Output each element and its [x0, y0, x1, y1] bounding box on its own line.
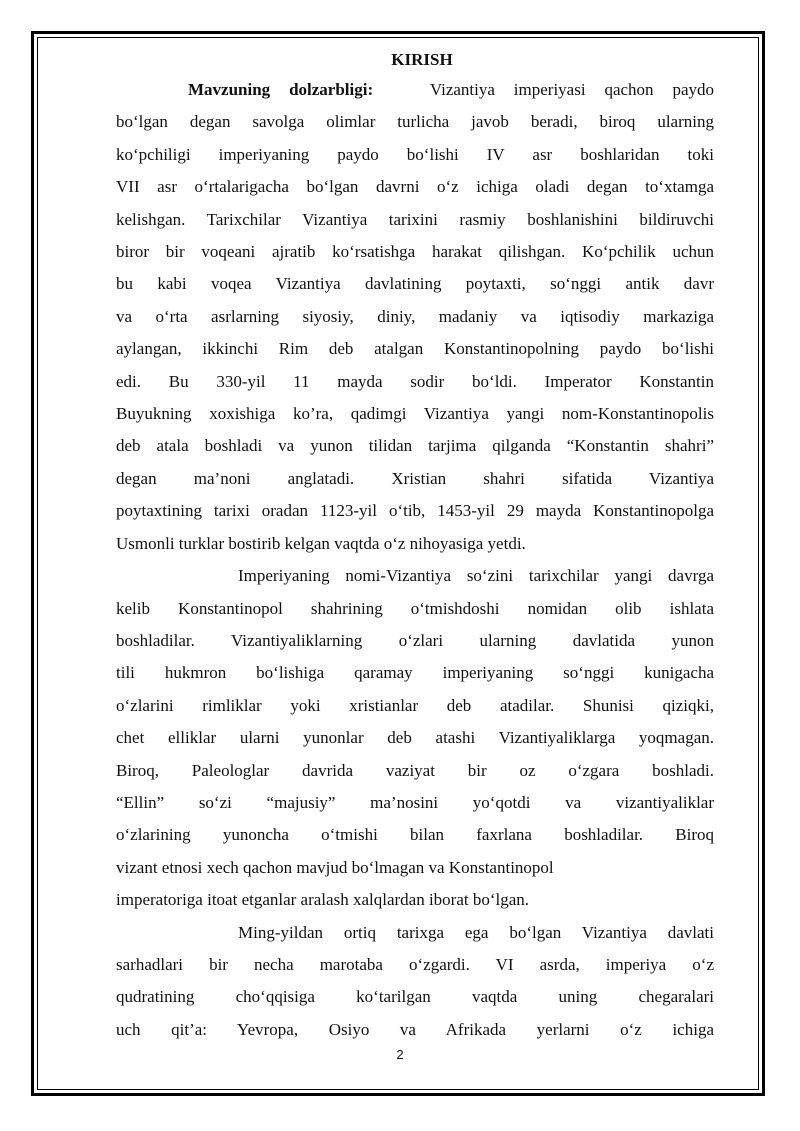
text-line: Imperiyaning nomi-Vizantiya so‘zini tarixchilar yangi davrga	[238, 566, 714, 586]
document-body	[116, 46, 714, 1046]
text-line: Buyukning xoxishiga ko’ra, qadimgi Vizantiya yangi nom-Konstantinopolis	[116, 404, 714, 424]
text-line: qudratining cho‘qqisiga ko‘tarilgan vaqtda uning chegaralari	[116, 987, 714, 1007]
text-line: vizant etnosi xech qachon mavjud bo‘lmagan va Konstantinopol	[116, 857, 554, 877]
text-line: Ming-yildan ortiq tarixga ega bo‘lgan Vizantiya davlati	[238, 922, 714, 942]
text-line: sarhadlari bir necha marotaba o‘zgardi. VI asrda, imperiya o‘z	[116, 954, 714, 974]
text-line: chet elliklar ularni yunonlar deb atashi Vizantiyaliklarga yoqmagan.	[116, 728, 714, 748]
paragraph-name	[116, 560, 714, 916]
text-line: imperatoriga itoat etganlar aralash xalqlardan iborat bo‘lgan.	[116, 890, 530, 910]
text-line: bu kabi voqea Vizantiya davlatining poytaxti, so‘nggi antik davr	[116, 274, 714, 294]
text-line: Usmonli turklar bostirib kelgan vaqtda o‘z nihoyasiga yetdi.	[116, 533, 526, 553]
text-line: aylangan, ikkinchi Rim deb atalgan Konstantinopolning paydo bo‘lishi	[116, 339, 714, 359]
text-line: boshladilar. Vizantiyaliklarning o‘zlari ularning davlatida yunon	[116, 630, 714, 650]
text-line: degan ma’noni anglatadi. Xristian shahri sifatida Vizantiya	[116, 468, 714, 488]
text-line: o‘zlarining yunoncha o‘tmishi bilan faxrlana boshladilar. Biroq	[116, 825, 714, 845]
section-title: KIRISH	[391, 50, 453, 69]
text-line: ko‘pchiligi imperiyaning paydo bo‘lishi IV asr boshlaridan toki	[116, 144, 714, 164]
text-line: “Ellin” so‘zi “majusiy” ma’nosini yo‘qotdi va vizantiyaliklar	[116, 792, 714, 812]
relevance-heading: Mavzuning dolzarbligi:	[188, 80, 374, 99]
text-line: tili hukmron bo‘lishiga qaramay imperiyaning so‘nggi kunigacha	[116, 663, 714, 683]
paragraph-borders	[116, 917, 714, 1047]
paragraph-relevance	[116, 74, 714, 560]
text-line: poytaxtining tarixi oradan 1123-yil o‘tib, 1453-yil 29 mayda Konstantinopolga	[116, 501, 714, 521]
text-line: biror bir voqeani ajratib ko‘rsatishga harakat qilishgan. Ko‘pchilik uchun	[116, 242, 714, 262]
text-line: deb atala boshladi va yunon tilidan tarjima qilganda “Konstantin shahri”	[116, 436, 714, 456]
text-line: o‘zlarini rimliklar yoki xristianlar deb atadilar. Shunisi qiziqki,	[116, 695, 714, 715]
text-line: bo‘lgan degan savolga olimlar turlicha javob beradi, biroq ularning	[116, 112, 714, 132]
text-line: uch qit’a: Yevropa, Osiyo va Afrikada yerlarni o‘z ichiga	[116, 1019, 714, 1039]
text-line: va o‘rta asrlarning siyosiy, diniy, madaniy va iqtisodiy markaziga	[116, 306, 714, 326]
text-line: Mavzuning dolzarbligi: Vizantiya imperiyasi qachon paydo	[188, 80, 714, 99]
text-line: edi. Bu 330-yil 11 mayda sodir bo‘ldi. Imperator Konstantin	[116, 371, 714, 391]
text-line: kelib Konstantinopol shahrining o‘tmishdoshi nomidan olib ishlata	[116, 598, 714, 618]
text-line: Biroq, Paleologlar davrida vaziyat bir oz o‘zgara boshladi.	[116, 760, 714, 780]
page-number: 2	[396, 1047, 404, 1062]
text-line: kelishgan. Tarixchilar Vizantiya tarixini rasmiy boshlanishini bildiruvchi	[116, 209, 714, 229]
text-line: VII asr o‘rtalarigacha bo‘lgan davrni o‘z ichiga oladi degan to‘xtamga	[116, 177, 714, 197]
